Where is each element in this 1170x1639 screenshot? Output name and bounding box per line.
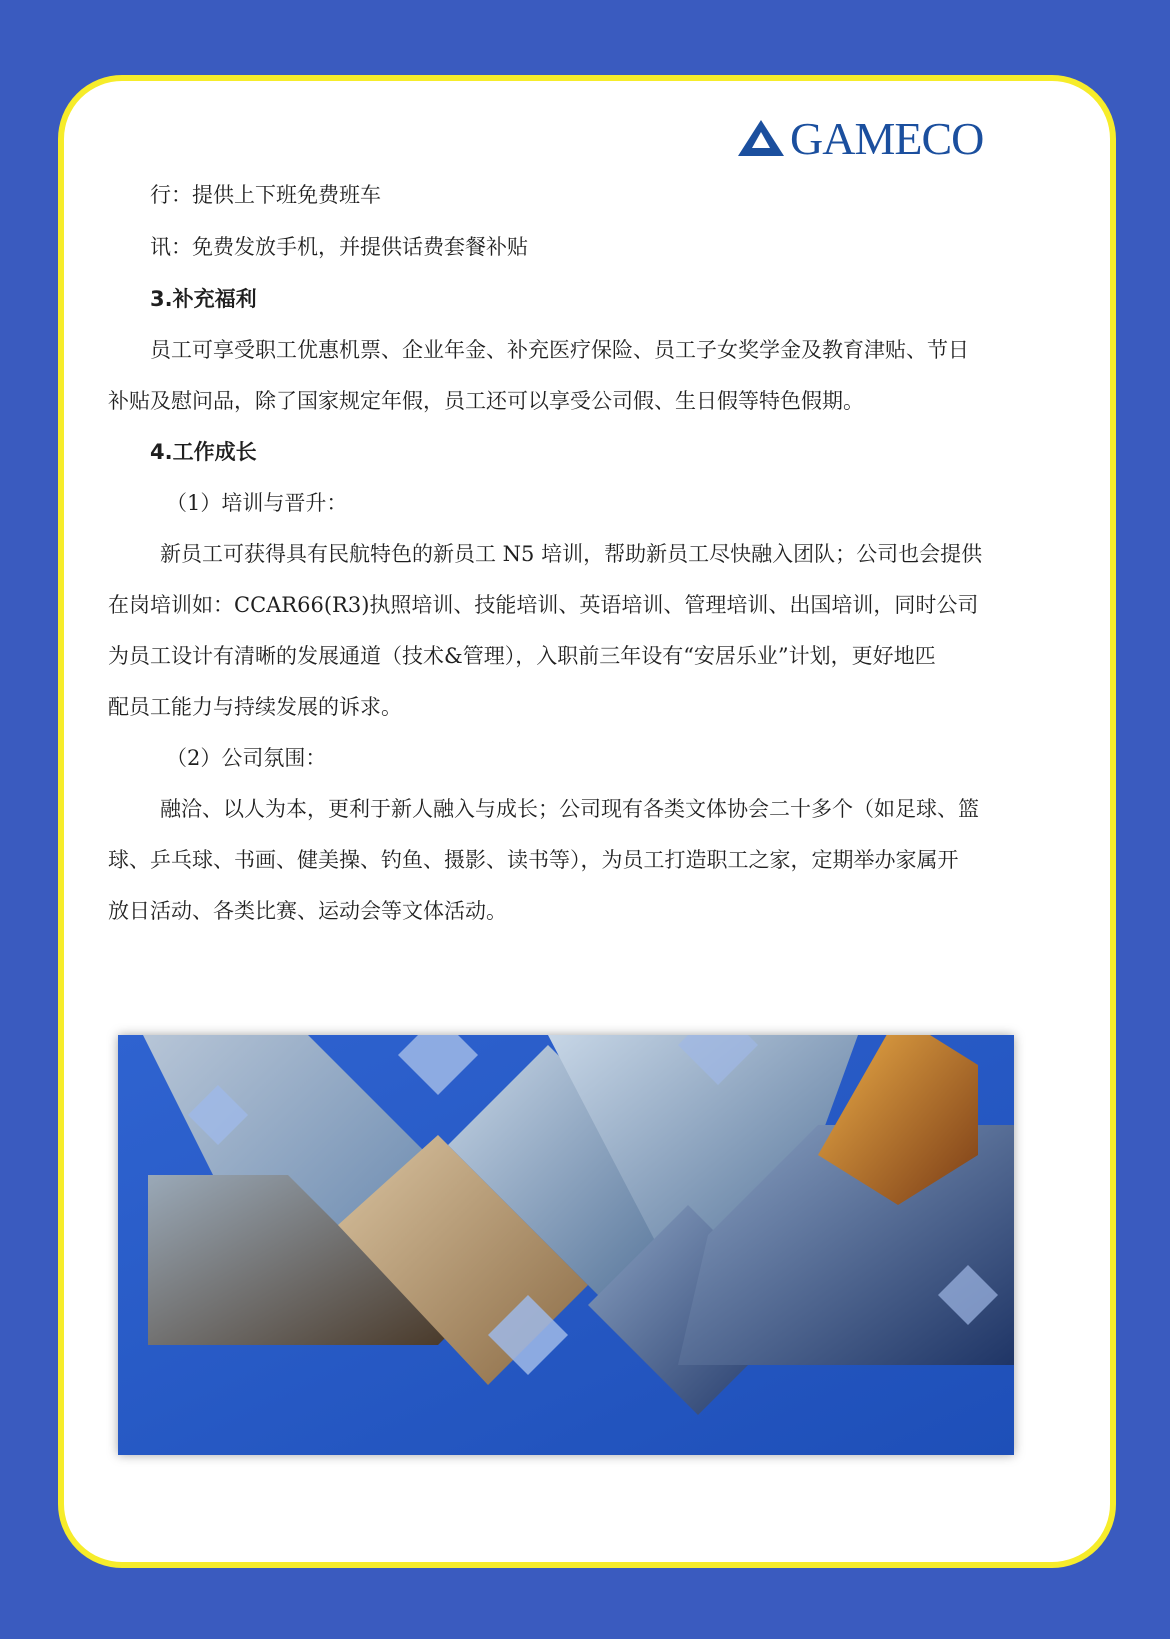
culture-text-line-3: 放日活动、各类比赛、运动会等文体活动。 — [108, 899, 507, 923]
collage-artwork — [118, 1035, 1014, 1455]
logo-triangle-icon — [736, 118, 786, 158]
commute-benefit: 行：提供上下班免费班车 — [150, 183, 381, 207]
logo-text: GAMECO — [790, 112, 984, 164]
section-heading-growth: 4.工作成长 — [150, 440, 257, 464]
subheading-training: （1）培训与晋升： — [166, 491, 348, 515]
benefits-text-line-1: 员工可享受职工优惠机票、企业年金、补充医疗保险、员工子女奖学金及教育津贴、节日 — [150, 338, 969, 362]
benefits-text-line-2: 补贴及慰问品，除了国家规定年假，员工还可以享受公司假、生日假等特色假期。 — [108, 389, 864, 413]
training-text-line-1: 新员工可获得具有民航特色的新员工 N5 培训，帮助新员工尽快融入团队；公司也会提供 — [160, 542, 983, 566]
culture-text-line-2: 球、乒乓球、书画、健美操、钓鱼、摄影、读书等），为员工打造职工之家，定期举办家属开 — [108, 848, 959, 872]
training-text-line-4: 配员工能力与持续发展的诉求。 — [108, 695, 402, 719]
employee-life-photo-collage — [118, 1035, 1014, 1455]
phone-benefit: 讯：免费发放手机，并提供话费套餐补贴 — [150, 235, 528, 259]
culture-text-line-1: 融洽、以人为本，更利于新人融入与成长；公司现有各类文体协会二十多个（如足球、篮 — [160, 797, 979, 821]
subheading-culture: （2）公司氛围： — [166, 746, 327, 770]
company-logo — [736, 112, 983, 164]
training-text-line-2: 在岗培训如：CCAR66(R3)执照培训、技能培训、英语培训、管理培训、出国培训，同时公司 — [108, 593, 979, 617]
section-heading-supplementary: 3.补充福利 — [150, 287, 257, 311]
training-text-line-3: 为员工设计有清晰的发展通道（技术&管理），入职前三年设有“安居乐业”计划，更好地匹 — [108, 644, 936, 668]
